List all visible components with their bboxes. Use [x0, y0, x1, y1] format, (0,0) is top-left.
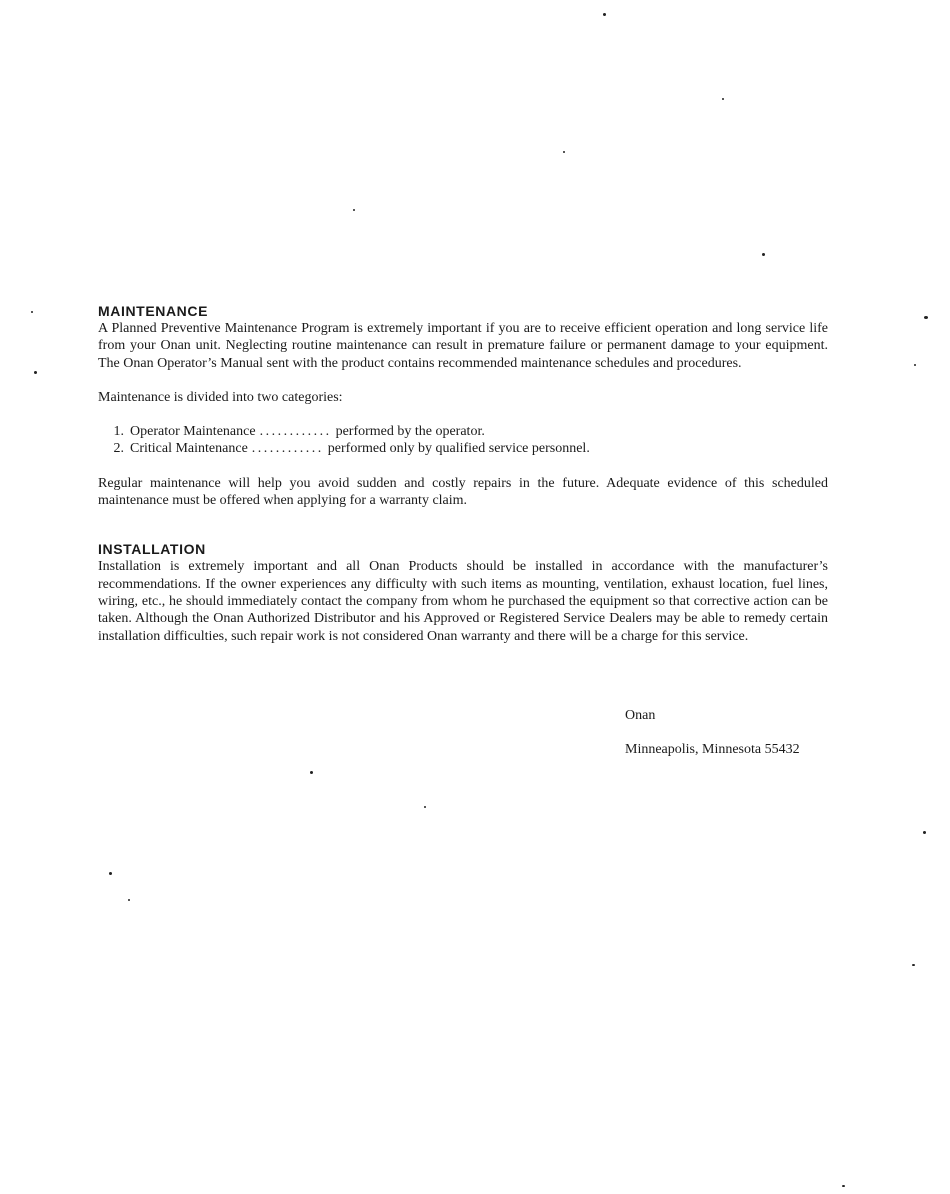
- scan-speck: [762, 253, 765, 256]
- maintenance-closing: Regular maintenance will help you avoid sudden and costly repairs in the future. Adequate evidence of this scheduled maintenance must be offered when applying for a warranty claim.: [98, 475, 828, 509]
- scan-speck: [353, 209, 355, 211]
- scan-speck: [34, 371, 37, 374]
- maintenance-divided: Maintenance is divided into two categories:: [98, 389, 343, 405]
- scan-speck: [128, 899, 130, 901]
- category-name: Operator Maintenance: [130, 424, 256, 440]
- maintenance-category-list: [98, 423, 828, 458]
- installation-body: Installation is extremely important and all Onan Products should be installed in accordance with the manufacturer’s recommendations. If the owner experiences any difficulty with such items as mounting, ventilation, exhaust location, fuel lines, wiring, etc., he should immediately contact the company from whom he purchased the equipment so that corrective action can be taken. Although the Onan Authorized Distributor and his Approved or Registered Service Dealers may be able to remedy certain installation difficulties, such repair work is not considered Onan warranty and there will be a charge for this service.: [98, 559, 828, 644]
- installation-heading: INSTALLATION: [98, 541, 206, 558]
- scan-speck: [842, 1185, 845, 1187]
- scan-speck: [923, 831, 926, 834]
- scan-speck: [722, 98, 724, 100]
- category-description: performed only by qualified service personnel.: [327, 441, 590, 457]
- list-item: [98, 440, 828, 457]
- category-leader-dots: ............: [259, 424, 332, 440]
- category-description: performed by the operator.: [335, 424, 485, 440]
- category-leader-dots: ............: [251, 441, 324, 457]
- category-name: Critical Maintenance: [130, 441, 248, 457]
- list-item: [98, 423, 828, 440]
- maintenance-heading: MAINTENANCE: [98, 303, 209, 319]
- maintenance-intro: A Planned Preventive Maintenance Program is extremely important if you are to receive efficient operation and long service life from your Onan unit. Neglecting routine maintenance can result in premature failure or permanent damage to your equipment. The Onan Operator’s Manual sent with the product contains recommended maintenance schedules and procedures.: [98, 321, 828, 371]
- scan-speck: [424, 806, 426, 808]
- scan-speck: [914, 364, 916, 366]
- category-number: 2.: [113, 441, 124, 457]
- scan-speck: [603, 13, 606, 16]
- scan-speck: [912, 964, 915, 966]
- document-body: [98, 303, 828, 645]
- scan-speck: [924, 316, 928, 319]
- category-number: 1.: [113, 424, 124, 440]
- scan-speck: [109, 872, 112, 875]
- scan-speck: [310, 771, 313, 774]
- signature-location: Minneapolis, Minnesota 55432: [625, 742, 800, 757]
- scan-speck: [31, 311, 33, 313]
- scan-speck: [563, 151, 565, 153]
- signature-company: Onan: [625, 708, 656, 723]
